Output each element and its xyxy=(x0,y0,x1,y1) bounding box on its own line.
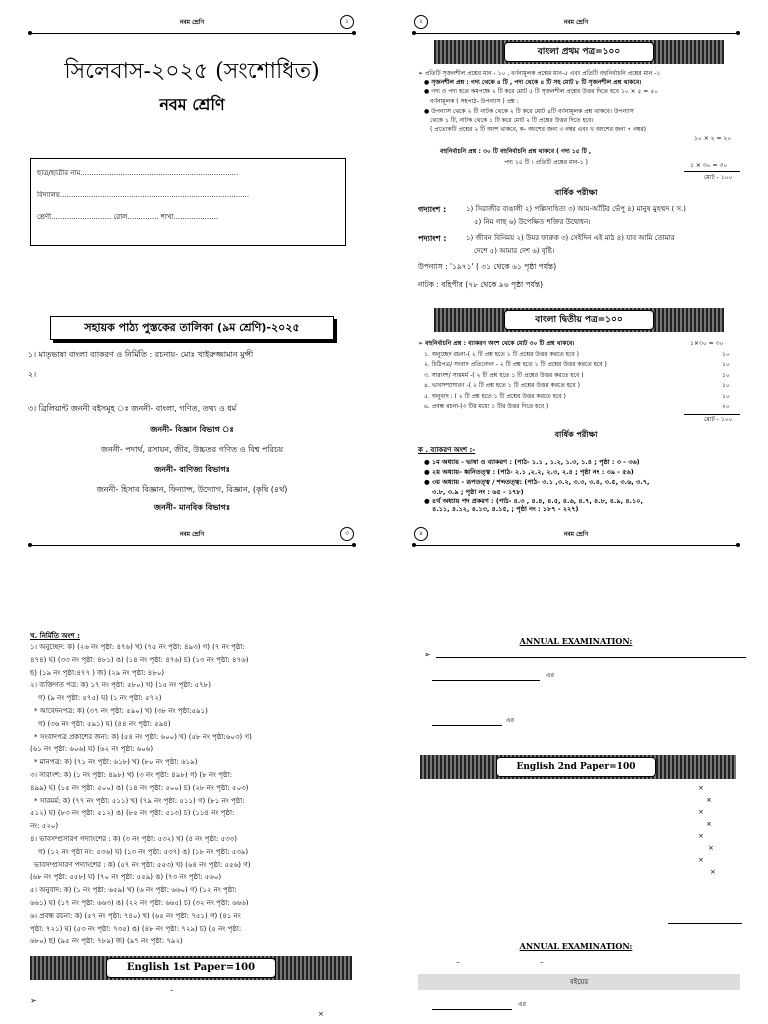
grammar-line: ৪.১১, ৪.১২, ৪.১৩, ৪.১৫, ; পৃষ্ঠা নং : ১৮৭ - ২২৭) xyxy=(432,505,579,513)
page-number: ৩ xyxy=(340,527,354,541)
b2-row-marks: ১×৩০ = ৩০ xyxy=(690,340,724,347)
booklist-title: সহায়ক পাঠ্য পুস্তকের তালিকা (৯ম শ্রেণি)-২০২৫ xyxy=(50,316,334,340)
page-2 xyxy=(384,0,768,512)
blank-line xyxy=(432,725,502,726)
annual-exam-heading: ANNUAL EXAMINATION: xyxy=(519,941,633,951)
b2-row-label: ৪. ভাবসম্প্রসারণ -( ২ টি প্রশ্ন হতে ১ টি প্রশ্নের উত্তর করতে হবে ) xyxy=(424,382,581,389)
banner-label: English 1st Paper=100 xyxy=(106,958,276,978)
blank-line xyxy=(432,1009,512,1010)
nirmiti-line: গ) (৯ নং পৃষ্ঠা: ৫৭৫) ঘ) (১ নং পৃষ্ঠা: ৫৭২) xyxy=(38,694,162,703)
b1-line: ১০ × ২ = ২০ xyxy=(694,135,732,142)
grammar-heading: ক . ব্যাকরণ অংশ :- xyxy=(418,446,476,454)
b1-line: পদ্য ১৫ টি । প্রতিটি প্রশ্নের মান-১ ) xyxy=(504,159,588,166)
class-title: নবম শ্রেণি xyxy=(159,95,225,114)
x-mark: × xyxy=(706,820,712,828)
x-mark: × xyxy=(698,784,704,792)
grammar-line: ● ৩য় অধ্যায় - রূপতত্ত্ব / শব্দতত্ত্ব: (পাঠ- ৩.১ ,৩.২, ৩.৩, ৩.৪, ৩.৫, ৩.৬, ৩.৭, xyxy=(424,478,650,486)
page-header xyxy=(30,14,354,32)
school-field[interactable]: বিদ্যালয়..................................................................................... xyxy=(37,191,250,199)
b1-line: ● উপন্যাস থেকে ২ টি নাটক থেকে ২ টি করে মোট ৪টি বর্ণনামূলক প্রশ্ন থাকবে। উপন্যাস xyxy=(424,108,634,115)
b2-row-label: ২. চিঠিপত্র/ সংবাদ প্রতিবেদন - ২ টি প্রশ্ন হতে ১ টি প্রশ্নের উত্তর করতে হবে ) xyxy=(424,361,607,368)
syllabus-title: সিলেবাস-২০২৫ (সংশোধিত) xyxy=(64,59,320,84)
banner-label: বাংলা দ্বিতীয় পত্র=১০০ xyxy=(504,310,654,330)
banner-label: বাংলা প্রথম পত্র=১০০ xyxy=(504,42,654,62)
page-number: ২ xyxy=(414,15,428,29)
class-roll-section-field[interactable]: শ্রেণী........................... রোল.............. শাখা.................... xyxy=(37,213,219,221)
er-label: এর xyxy=(518,1001,526,1008)
sum-rule xyxy=(684,414,740,415)
nirmiti-line: গ) (৩৬ নং পৃষ্ঠা: ৫৯১) ঘ) (৪৪ নং পৃষ্ঠা: ৫৯৪) xyxy=(38,719,171,728)
prose-line: ১) সিরাজীর বাঙালী ২) পল্লিসাহিত্য ৩) আম-আঁটির ভেঁপু ৪) মানুষ মুহম্মদ ( স.) xyxy=(466,205,687,213)
poetry-line: দেশে ৫) আমার দেশ ৬) বৃষ্টি। xyxy=(474,247,555,255)
poetry-line: ১) জীবন বিনিময় ২) উমর ফারুক ৩) সেইদিন এই মাঠ ৪) যাব আমি তোমার xyxy=(466,234,675,242)
header-rule xyxy=(30,33,354,34)
prose-line: ৫) নিম গাছ ৬) উপেক্ষিত শক্তির উদ্বোধন। xyxy=(474,218,591,226)
page-header xyxy=(414,14,738,32)
novel-line: উপন্যাস : '১৯৭১' ( ৩১ থেকে ৬১ পৃষ্ঠা পর্যন্ত) xyxy=(418,262,557,271)
b1-line: বহুনির্বাচনি প্রশ্ন : ৩০ টি বহুনির্বাচনি প্রশ্ন থাকবে ( গদ্য ১৫ টি , xyxy=(440,148,592,155)
header-title: নবম শ্রেণি xyxy=(179,531,205,538)
b2-row-marks: ১০ xyxy=(722,382,730,389)
nirmiti-line: ভাবসম্প্রসারণ পদ্যাংশের : ক) (৫৭ নং পৃষ্ঠা: ৫৫৩) খ) (৬৪ নং পৃষ্ঠা: ৫৫৬) গ) xyxy=(34,860,251,869)
student-info-box xyxy=(30,158,346,246)
b1-line: ● গদ্য ও পদ্য হতে কমপক্ষে ২ টি করে মোট ৫ টি সৃজনশীল প্রশ্নের উত্তর দিতে হবে ১০ × ৫ = ৫০ xyxy=(424,88,658,95)
dash-mark: – xyxy=(170,986,174,994)
page-number: ৪ xyxy=(414,527,428,541)
b1-line: ➢ প্রতিটি সৃজনশীল প্রশ্নের মান - ১০ , বর্ণনামূলক প্রশ্নের মান-৫ এবং প্রতিটি বহুনির্বাচনি প্রশ্নের মান -১ xyxy=(418,70,661,77)
page-1 xyxy=(0,0,384,512)
nirmiti-line: ১। অনুচ্ছেদ: ক) (২৬ নং পৃষ্ঠা: ৪৭৬) খ) (৭৫ নং পৃষ্ঠা: ৪৯৩) গ) (৭ নং পৃষ্ঠা: xyxy=(30,643,245,651)
commerce-heading: জননী- বাণিজ্য বিভাগঃ xyxy=(154,465,230,474)
b2-row-label: ৫. অনুবাদ : ( ২ টি প্রশ্ন হতে ১ টি প্রশ্নের উত্তর করতে হবে ) xyxy=(424,392,566,400)
x-mark: × xyxy=(698,808,704,816)
nirmiti-line: গ) (১২ নং পৃষ্ঠা নং: ৫৩৬) ঘ) (১৩ নং পৃষ্ঠা: ৫৩৭) ঙ) (১৮ নং পৃষ্ঠা: ৫৩৯) xyxy=(38,847,249,856)
banner-bangla-2nd xyxy=(434,308,724,332)
x-mark: × xyxy=(708,844,714,852)
b2-row-label: ১. অনুচ্ছেদ রচনা-( ২ টি প্রশ্ন হতে ১ টি প্রশ্নের উত্তর করতে হবে ) xyxy=(424,350,579,358)
grammar-line: ● ৪র্থ অধ্যায় পদ প্রকরণ : (পাঠ- ৪.৩ , ৪.৪, ৪.৫, ৪.৬, ৪.৭, ৪.৮, ৪.৯, ৪.১০, xyxy=(424,497,643,505)
humanities-heading: জননী- মানবিক বিভাগঃ xyxy=(153,503,231,512)
sum-rule xyxy=(684,171,740,172)
science-heading: জননী- বিজ্ঞান বিভাগ ঃ xyxy=(150,425,234,434)
books-bar: বইয়ের xyxy=(418,974,740,990)
nirmiti-line: ৩। সারাংশ: ক) (১ নং পৃষ্ঠা: ৪৯৮) খ) (৩ নং পৃষ্ঠা: ৪৯৮) গ) (৮ নং পৃষ্ঠা: xyxy=(30,771,232,779)
nirmiti-line: * আবেদনপত্র: ক) (৩৭ নং পৃষ্ঠা: ৫৯০) খ) (৩৮ নং পৃষ্ঠা:৫৯১) xyxy=(34,707,208,715)
b2-row-marks: ২০ xyxy=(722,403,730,410)
header-title: নবম শ্রেণি xyxy=(179,19,205,26)
b2-row-label: ➢ বহুনির্বাচনি প্রশ্ন : ব্যাকরণ অংশ থেকে মোট ৩০ টি প্রশ্ন থাকবে। xyxy=(418,340,575,347)
nirmiti-line: ৪৯৯) ঘ) (১৫ নং পৃষ্ঠা: ৫০০) ঙ) (১৪ নং পৃষ্ঠা: ৫০০) চ) (২৮ নং পৃষ্ঠা: ৫০৩) xyxy=(30,783,249,792)
arrow-icon: ➢ xyxy=(424,650,431,659)
nirmiti-line: (৬৮ নং পৃষ্ঠা: ৫৫৮) ঘ) (৭০ নং পৃষ্ঠা: ৫৫৯) ঙ) (৭৩ নং পৃষ্ঠা: ৫৬০) xyxy=(30,873,222,882)
b1-line: ( প্রত্যেকটি প্রশ্নের ২ টি অংশ থাকবে, ক- অংশের জন্য ৩ নম্বর এবং খ অংশের জন্য ৭ নম্বর) xyxy=(430,126,646,133)
prose-label: গদ্যাংশ : xyxy=(418,205,447,214)
page-4 xyxy=(384,512,768,1024)
page-3 xyxy=(0,512,384,1024)
drama-line: নাটক : বহিপীর (৭৮ থেকে ৯৬ পৃষ্ঠা পর্যন্ত) xyxy=(418,280,544,289)
student-name-field[interactable]: ছাত্র/ছাত্রীর নাম....................................................................... xyxy=(37,169,239,177)
header-title: নবম শ্রেণি xyxy=(563,531,589,538)
page-header xyxy=(30,526,354,544)
banner-bangla-1st xyxy=(434,40,724,64)
nirmiti-line: ৫১২) ঘ) (৮৩ নং পৃষ্ঠা: ৫১২) ঙ) (৮৫ নং পৃষ্ঠা: ৫১৩) চ) (১১৪ নং পৃষ্ঠা: xyxy=(30,809,235,818)
grammar-line: ● ২য় অধ্যায়- ধ্বনিতত্ত্ব : (পাঠ- ২.১ ,২.২, ২.৩, ২.৪ ; পৃষ্ঠা নং : ৩৯ - ৫৬) xyxy=(424,468,634,476)
er-label: এর xyxy=(546,672,554,679)
science-books: জননী- পদার্থ, রসায়ন, জীব, উচ্চতর গণিত ও বিশ্ব পরিচয় xyxy=(100,445,284,454)
header-rule xyxy=(30,545,354,546)
b2-total: মোট - ১০০ xyxy=(704,416,733,423)
x-mark: × xyxy=(698,856,704,864)
b2-row-label: ৬. প্রবন্ধ রচনা-(৩ টির মধ্যে ১ টির উত্তর দিতে হবে ) xyxy=(424,403,549,410)
header-rule xyxy=(414,545,738,546)
nirmiti-line: ছ) (১৯ নং পৃষ্ঠা:৪৭৭ ) জ) (২৯ নং পৃষ্ঠা: ৪৮০) xyxy=(30,668,165,677)
annual-exam-heading: বার্ষিক পরীক্ষা xyxy=(554,430,598,439)
commerce-books: জননী- হিসাব বিজ্ঞান, ফিন্যান্স, উদ্যোগ, বিজ্ঞান, (কৃষি (৪র্থ) xyxy=(96,485,288,494)
banner-label: English 2nd Paper=100 xyxy=(496,757,656,777)
x-mark: × xyxy=(318,1010,324,1018)
poetry-label: পদ্যাংশ : xyxy=(418,234,447,243)
nirmiti-line: ৪৭৪) ঘ) (৩৩ নং পৃষ্ঠা: ৪৮১) ঙ) (১৪ নং পৃষ্ঠা: ৪৭৬) চ) (১৩ নং পৃষ্ঠা: ৪৭৬) xyxy=(30,655,249,664)
blank-line xyxy=(432,680,540,681)
b2-row-label: ৩. সারাংশ/ সারমর্ম -( ২ টি প্রশ্ন হতে ১ টি প্রশ্নের উত্তর করতে হবে ) xyxy=(424,371,584,379)
nirmiti-line: ৫। অনুবাদ: ক) (১ নং পৃষ্ঠা: ৬৫৯) খ) (৬ নং পৃষ্ঠা: ৬৬০) গ) (১২ নং পৃষ্ঠা: xyxy=(30,886,237,895)
nirmiti-line: * মানপত্র: ক) (৭১ নং পৃষ্ঠা: ৬১৮) খ) (৮০ নং পৃষ্ঠা: ৬১৯) xyxy=(34,758,198,767)
nirmiti-line: * সংবাদপত্র প্রকাশের জন্য: ক) (৫৪ নং পৃষ্ঠা: ৬০০) খ) (৫৮ নং পৃষ্ঠা:৬০৩) গ) xyxy=(34,732,252,741)
page-number: ১ xyxy=(340,15,354,29)
b2-row-marks: ১০ xyxy=(722,392,730,400)
book-item-2: ২। xyxy=(28,370,37,379)
nirmiti-line: (৬১ নং পৃষ্ঠা: ৬০৬) ঘ) (৬২ নং পৃষ্ঠা: ৬০৬) xyxy=(30,745,154,754)
grammar-line: ৩.৮, ৩.৯ ; পৃষ্ঠা নং : ৬৫ - ১৭৮) xyxy=(432,488,524,496)
book-item-3: ৩। ব্রিলিয়ান্ট জননী বইসমূহ ঃ জননী- বাংলা, গণিত, তথ্য ও ধর্ম xyxy=(28,404,237,413)
annual-exam-heading: ANNUAL EXAMINATION: xyxy=(519,636,633,646)
blank-line xyxy=(436,657,746,658)
b2-row-marks: ১০ xyxy=(722,350,730,358)
b1-line: ● সৃজনশীল প্রশ্ন : গদ্য থেকে ৪ টি , পদ্য থেকে ৪ টি সহ মোট ৮ টি সৃজনশীল প্রশ্ন থাকবে। xyxy=(424,79,642,86)
nirmiti-line: ২। ব্যক্তিগত পত্র: ক) ১৭ নং পৃষ্ঠা: ৫৮০) খ) (১৫ নং পৃষ্ঠা: ৫৭৮) xyxy=(30,681,211,690)
banner-english-2nd xyxy=(420,755,736,779)
header-title: নবম শ্রেণি xyxy=(563,19,589,26)
dash-mark: – xyxy=(540,958,544,966)
nirmiti-line: ৬। প্রবন্ধ রচনা: ক) (৫৭ নং পৃষ্ঠা: ৭৪০) খ) (৬৫ নং পৃষ্ঠা: ৭৫১) গ) (৪১ নং xyxy=(30,911,241,920)
b1-line: থেকে ১ টি, নাটক থেকে ১ টি করে মোট ২ টি প্রশ্নের উত্তর দিতে হবে। xyxy=(430,117,594,124)
x-mark: × xyxy=(710,868,716,876)
nirmiti-line: নং: ৫২০) xyxy=(30,822,59,831)
section-heading: খ. নির্মিতি অংশ : xyxy=(30,632,80,640)
nirmiti-line: ৪। ভাবসম্প্রসারণ গদ্যাংশের : ক) (৩ নং পৃষ্ঠা: ৫৩২) খ) (৪ নং পৃষ্ঠা: ৫৩৩) xyxy=(30,835,237,843)
b1-line: বর্ণনামূলক ( সহপাঠ- উপন্যাস ) প্রশ্ন : xyxy=(430,98,519,105)
dash-mark: – xyxy=(456,958,460,966)
b1-line: ১ × ৩০ = ৩০ xyxy=(690,162,728,169)
b2-row-marks: ১০ xyxy=(722,361,730,368)
b1-total: মোট - ১০০ xyxy=(704,174,733,181)
book-item-1: ১। মাতৃভাষা বাংলা ব্যাকরণ ও নির্মিতি : রচনায়- মোঃ খাইরুজ্জামান মুন্সী xyxy=(28,350,254,359)
header-rule xyxy=(414,33,738,34)
page-header xyxy=(414,526,738,544)
grammar-line: ● ১ম অধ্যায় - ভাষা ও ব্যাকরণ : (পাঠ- ১.১ , ১.২, ১.৩, ১.৪ ; পৃষ্ঠা : ৩ - ৩৬) xyxy=(424,458,640,466)
x-mark: × xyxy=(698,832,704,840)
nirmiti-line: ৬৮০) ছ) (৯৫ নং পৃষ্ঠা: ৭৮৯) জ) (৯৭ নং পৃষ্ঠা: ৭৯২) xyxy=(30,937,183,946)
arrow-icon: ➢ xyxy=(30,996,37,1005)
nirmiti-line: ৬৬১) ঘ) (১৭ নং পৃষ্ঠা: ৬৬৩) ঙ) (২২ নং পৃষ্ঠা: ৬৬৫) চ) (৩২ নং পৃষ্ঠা: ৬৬৬) xyxy=(30,899,249,907)
b2-row-marks: ১০ xyxy=(722,371,730,379)
annual-exam-heading: বার্ষিক পরীক্ষা xyxy=(554,188,598,197)
nirmiti-line: * সারমর্ম: ক) (৭৭ নং পৃষ্ঠা: ৫১১) খ) (৭৯ নং পৃষ্ঠা: ৫১১) গ) (৮১ নং পৃষ্ঠা: xyxy=(34,796,245,805)
blank-line xyxy=(668,923,742,924)
nirmiti-line: পৃষ্ঠা: ৭২১) ঘ) (৫৩ নং পৃষ্ঠা: ৭৩৫) ঙ) (৪৮ নং পৃষ্ঠা: ৭২৯) চ) (৫ নং পৃষ্ঠা: xyxy=(30,924,242,933)
banner-english-1st xyxy=(30,956,352,980)
x-mark: × xyxy=(706,796,712,804)
er-label: এর xyxy=(506,717,514,724)
